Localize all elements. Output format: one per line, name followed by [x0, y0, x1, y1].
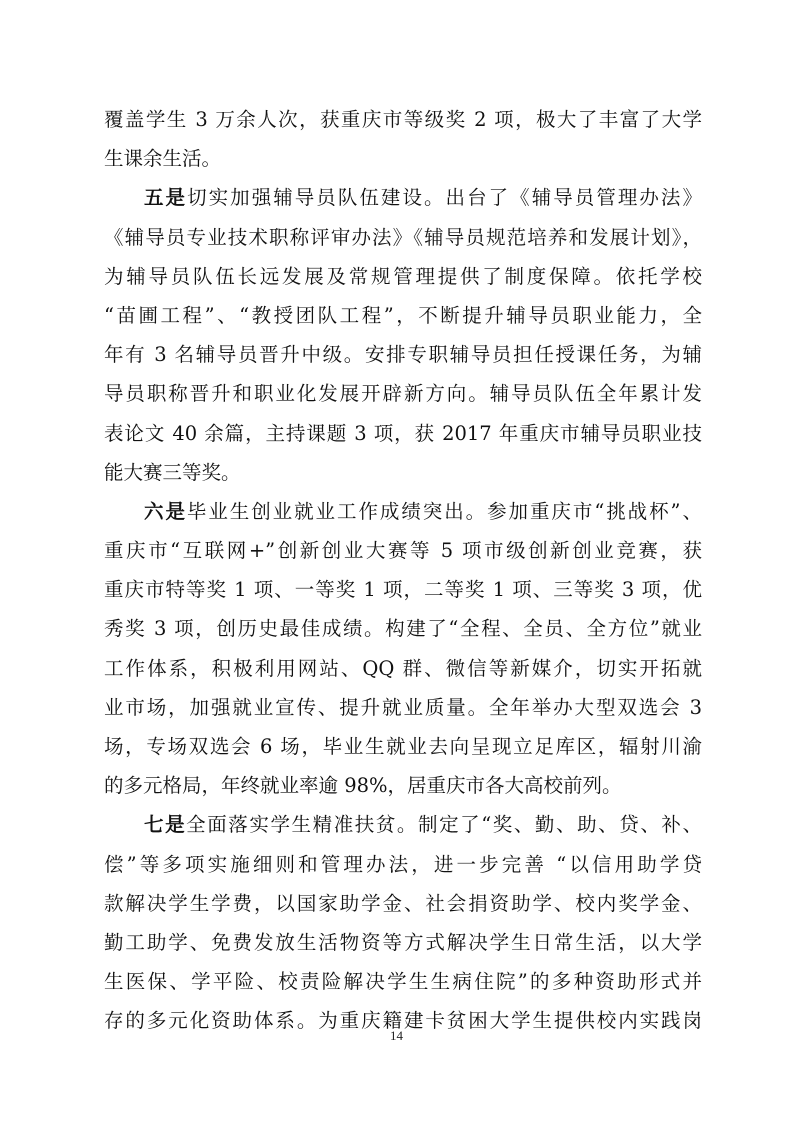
paragraph-lead: 六是: [144, 499, 187, 523]
line-text: 重庆市“互联网+”创新创业大赛等 5 项市级创新创业竞赛，获: [104, 539, 702, 563]
text-line: [104, 453, 702, 492]
line-text: 能大赛三等奖。: [104, 460, 241, 484]
page-number: 14: [390, 1028, 403, 1043]
line-text: 生课余生活。: [104, 147, 222, 171]
text-line: [104, 609, 702, 648]
text-line: [104, 727, 702, 766]
text-line: [104, 178, 702, 217]
text-line: [104, 218, 702, 257]
text-line: [104, 845, 702, 884]
line-text: 导员职称晋升和职业化发展开辟新方向。辅导员队伍全年累计发: [104, 382, 702, 406]
line-text: 表论文 40 余篇，主持课题 3 项，获 2017 年重庆市辅导员职业技: [104, 421, 702, 445]
line-text: 重庆市特等奖 1 项、一等奖 1 项，二等奖 1 项、三等奖 3 项，优: [104, 578, 702, 602]
text-line: [104, 805, 702, 844]
line-text: 秀奖 3 项，创历史最佳成绩。构建了“全程、全员、全方位”就业: [104, 617, 702, 641]
paragraph-lead: 五是: [144, 186, 188, 210]
text-line: [104, 374, 702, 413]
line-text: 切实加强辅导员队伍建设。出台了《辅导员管理办法》: [187, 186, 702, 210]
body-text: [104, 100, 702, 1041]
line-text: 生医保、学平险、校责险解决学生生病住院”的多种资助形式并: [104, 970, 702, 994]
text-line: [104, 257, 702, 296]
text-line: [104, 492, 702, 531]
line-text: 存的多元化资助体系。为重庆籍建卡贫困大学生提供校内实践岗: [104, 1009, 702, 1033]
text-line: [104, 688, 702, 727]
text-line: [104, 139, 702, 178]
line-text: 勤工助学、免费发放生活物资等方式解决学生日常生活，以大学: [104, 930, 702, 954]
text-line: [104, 296, 702, 335]
text-line: [104, 531, 702, 570]
line-text: 业市场，加强就业宣传、提升就业质量。全年举办大型双选会 3: [104, 695, 702, 719]
text-line: [104, 923, 702, 962]
line-text: 覆盖学生 3 万余人次，获重庆市等级奖 2 项，极大了丰富了大学: [104, 108, 702, 131]
line-text: 场，专场双选会 6 场，毕业生就业去向呈现立足库区，辐射川渝: [104, 735, 702, 758]
text-line: [104, 335, 702, 374]
text-line: [104, 766, 702, 805]
line-text: 年有 3 名辅导员晋升中级。安排专职辅导员担任授课任务，为辅: [104, 343, 702, 367]
line-text: 款解决学生学费，以国家助学金、社会捐资助学、校内奖学金、: [104, 891, 702, 915]
line-text: 工作体系，积极利用网站、QQ 群、微信等新媒介，切实开拓就: [104, 656, 702, 680]
line-text: 《辅导员专业技术职称评审办法》《辅导员规范培养和发展计划》，: [104, 225, 702, 249]
line-text: 偿”等多项实施细则和管理办法，进一步完善 “以信用助学贷: [104, 852, 702, 876]
text-line: [104, 649, 702, 688]
line-text: 毕业生创业就业工作成绩突出。参加重庆市“挑战杯”、: [186, 499, 702, 523]
line-text: 的多元格局，年终就业率逾 98%，居重庆市各大高校前列。: [104, 774, 622, 798]
line-text: “苗圃工程”、“教授团队工程”，不断提升辅导员职业能力，全: [104, 303, 702, 327]
line-text: 全面落实学生精准扶贫。制定了“奖、勤、助、贷、补、: [186, 813, 702, 837]
text-line: [104, 100, 702, 139]
text-line: [104, 884, 702, 923]
text-line: [104, 962, 702, 1001]
text-line: [104, 570, 702, 609]
text-line: [104, 414, 702, 453]
line-text: 为辅导员队伍长远发展及常规管理提供了制度保障。依托学校: [104, 264, 702, 288]
paragraph-lead: 七是: [144, 813, 187, 837]
